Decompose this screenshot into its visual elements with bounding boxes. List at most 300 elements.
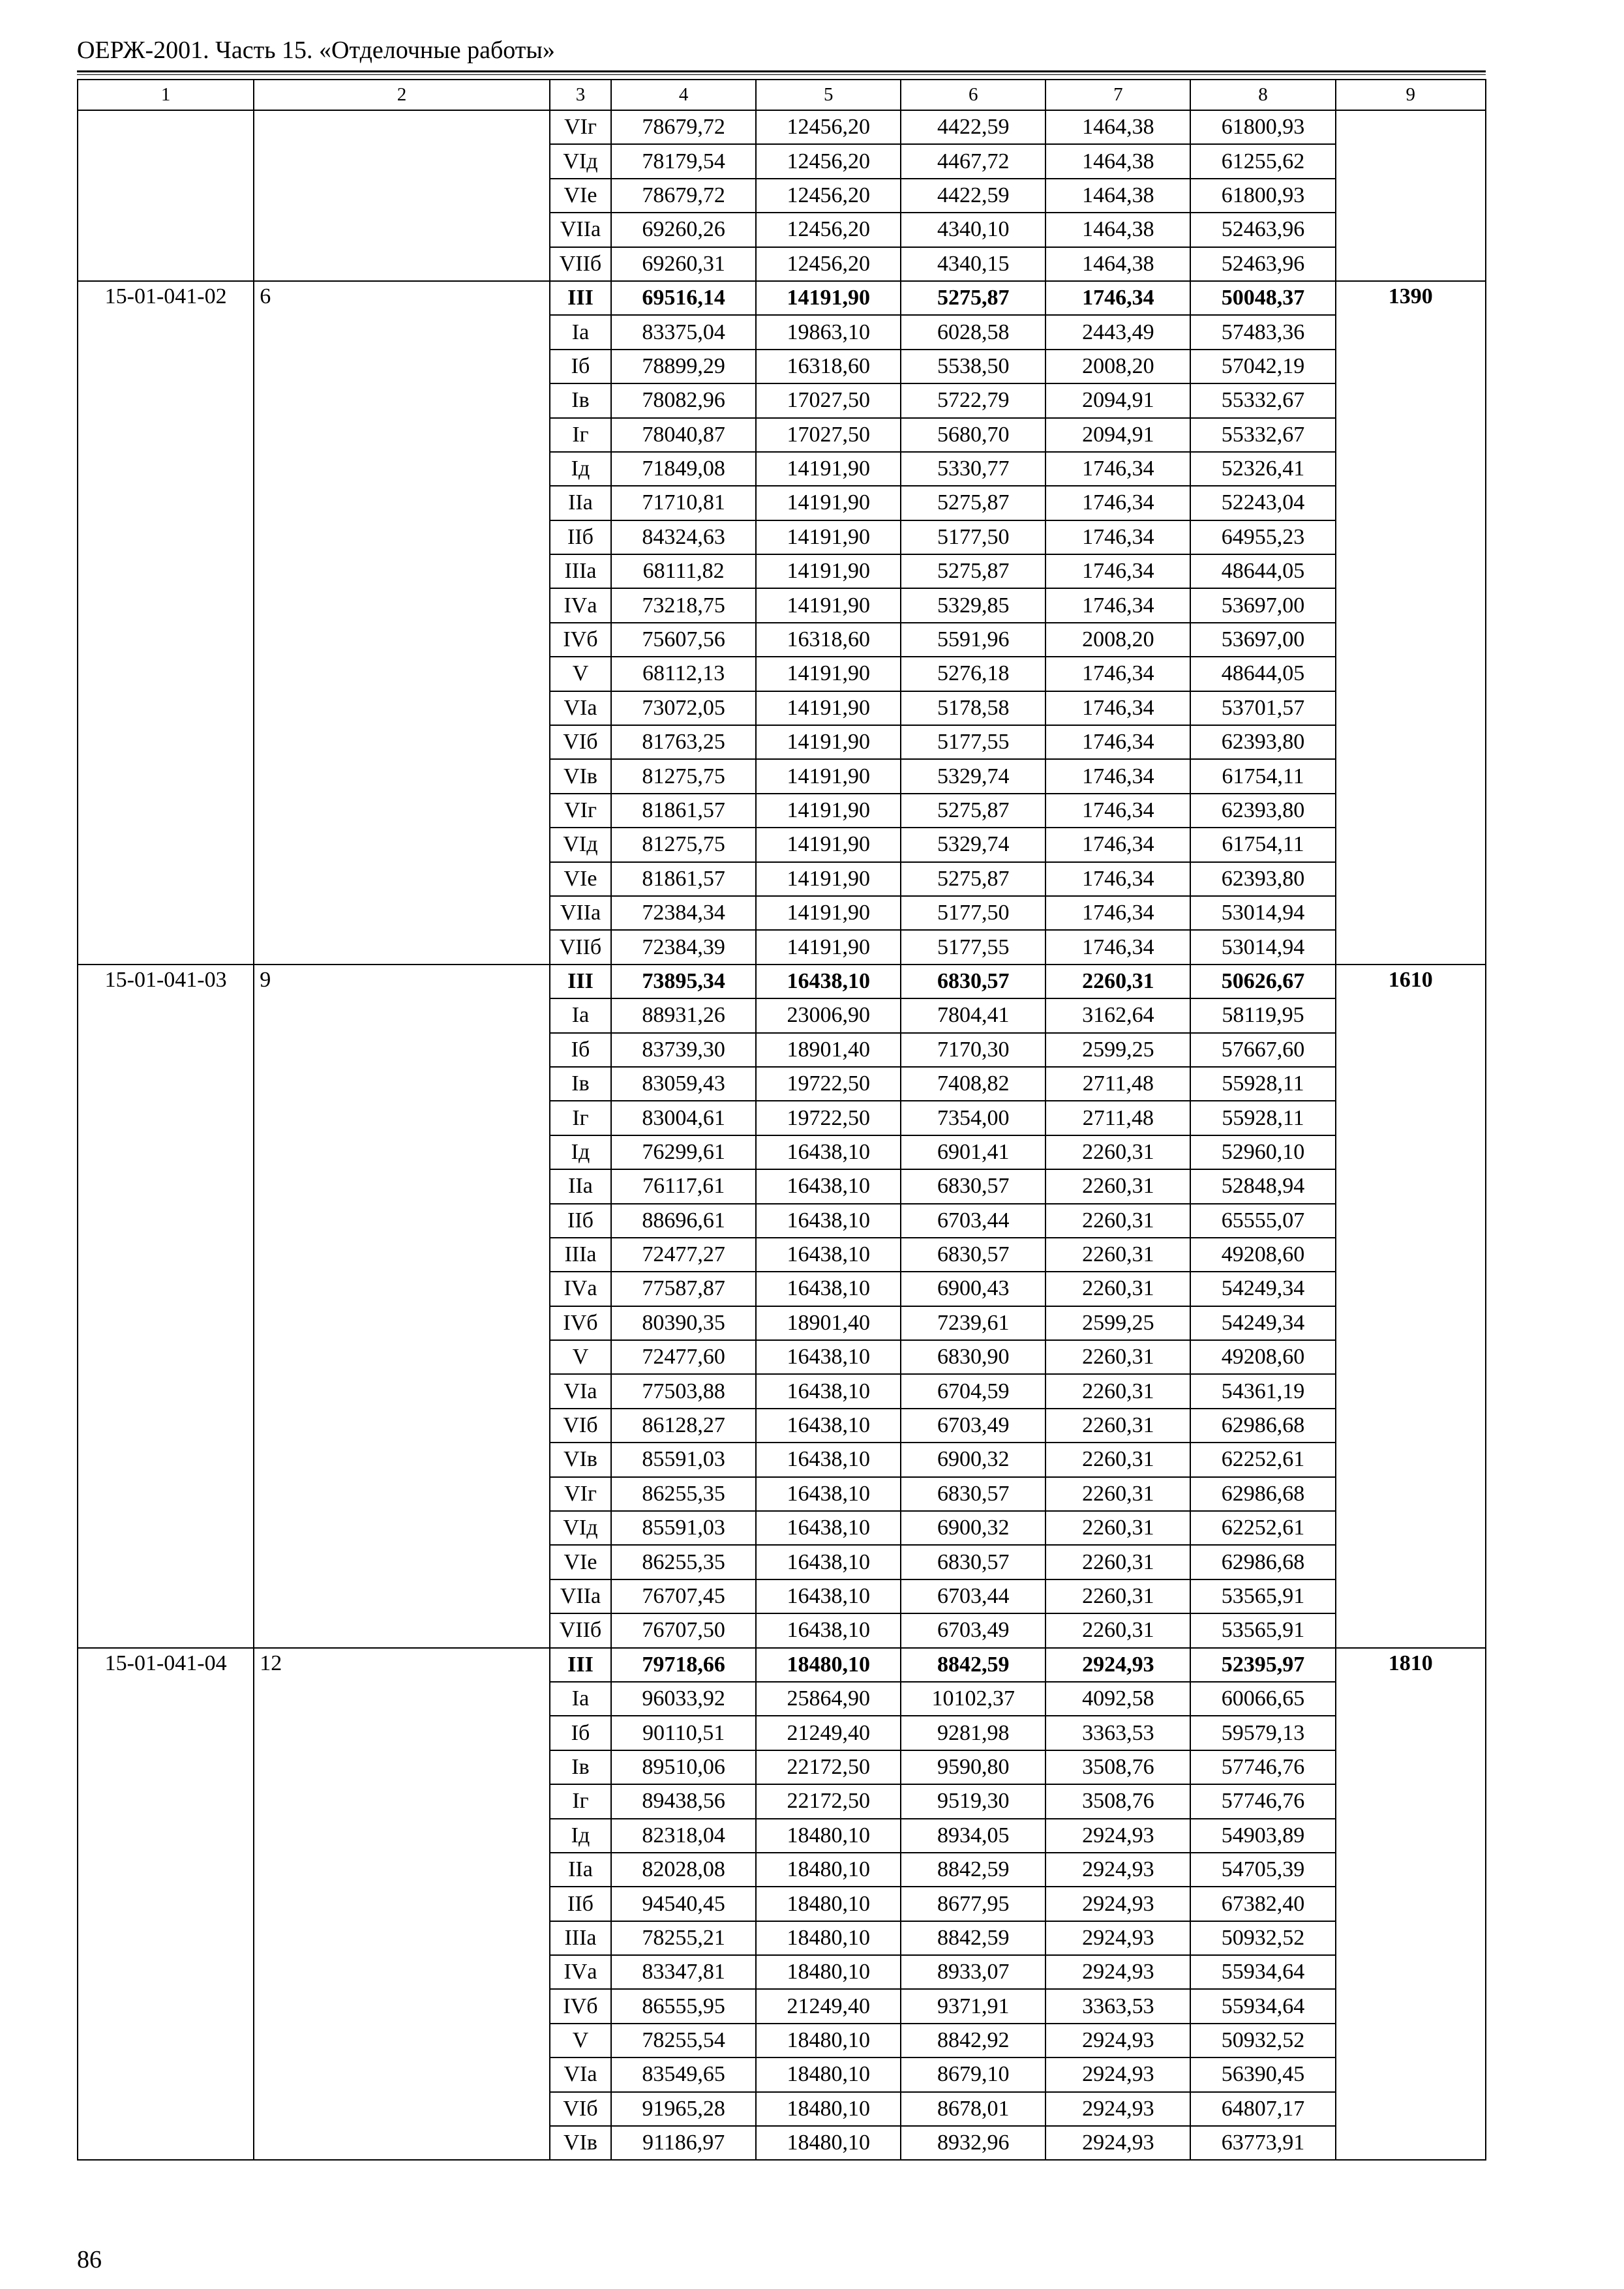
zone-cell: VIIб bbox=[550, 247, 611, 281]
zone-cell: Iа bbox=[550, 315, 611, 349]
value-cell: 49208,60 bbox=[1190, 1238, 1335, 1272]
value-cell: 78255,54 bbox=[611, 2024, 756, 2057]
value-cell: 4340,15 bbox=[901, 247, 1045, 281]
value-cell: 18480,10 bbox=[756, 2057, 901, 2091]
value-cell: 52395,97 bbox=[1190, 1648, 1335, 1682]
zone-cell: IIб bbox=[550, 1887, 611, 1921]
value-cell: 9519,30 bbox=[901, 1784, 1045, 1818]
zone-cell: VIд bbox=[550, 144, 611, 178]
value-cell: 60066,65 bbox=[1190, 1682, 1335, 1716]
value-cell: 8842,92 bbox=[901, 2024, 1045, 2057]
value-cell: 5177,55 bbox=[901, 930, 1045, 964]
zone-cell: VIIа bbox=[550, 213, 611, 247]
value-cell: 57483,36 bbox=[1190, 315, 1335, 349]
value-cell: 16438,10 bbox=[756, 1272, 901, 1306]
value-cell: 17027,50 bbox=[756, 418, 901, 452]
value-cell: 2599,25 bbox=[1045, 1033, 1190, 1067]
value-cell: 2924,93 bbox=[1045, 2126, 1190, 2160]
value-cell: 2260,31 bbox=[1045, 1613, 1190, 1647]
value-cell: 78179,54 bbox=[611, 144, 756, 178]
value-cell: 16438,10 bbox=[756, 1443, 901, 1476]
zone-cell: Iб bbox=[550, 1716, 611, 1750]
value-cell: 72384,34 bbox=[611, 896, 756, 930]
value-cell: 78899,29 bbox=[611, 350, 756, 383]
zone-cell: Iд bbox=[550, 1135, 611, 1169]
value-cell: 18901,40 bbox=[756, 1033, 901, 1067]
rate-code: 15-01-041-04 bbox=[78, 1648, 254, 2161]
value-cell: 72477,27 bbox=[611, 1238, 756, 1272]
value-cell: 8677,95 bbox=[901, 1887, 1045, 1921]
value-cell: 69516,14 bbox=[611, 281, 756, 315]
value-cell: 14191,90 bbox=[756, 554, 901, 588]
zone-cell: IVб bbox=[550, 1306, 611, 1340]
value-cell: 4340,10 bbox=[901, 213, 1045, 247]
value-cell: 68112,13 bbox=[611, 657, 756, 691]
value-cell: 54249,34 bbox=[1190, 1306, 1335, 1340]
value-cell: 16438,10 bbox=[756, 1340, 901, 1374]
zone-cell: VIIб bbox=[550, 930, 611, 964]
value-cell: 6830,90 bbox=[901, 1340, 1045, 1374]
value-cell: 54705,39 bbox=[1190, 1853, 1335, 1887]
value-cell: 2924,93 bbox=[1045, 2024, 1190, 2057]
value-cell: 96033,92 bbox=[611, 1682, 756, 1716]
value-cell: 2924,93 bbox=[1045, 1819, 1190, 1853]
zone-cell: Iд bbox=[550, 1819, 611, 1853]
zone-cell: Iа bbox=[550, 998, 611, 1032]
value-cell: 5178,58 bbox=[901, 691, 1045, 725]
zone-cell: VIв bbox=[550, 2126, 611, 2160]
value-cell: 5329,74 bbox=[901, 828, 1045, 861]
zone-cell: VIа bbox=[550, 1374, 611, 1408]
value-cell: 6830,57 bbox=[901, 1477, 1045, 1511]
value-cell: 52326,41 bbox=[1190, 452, 1335, 486]
value-cell: 7239,61 bbox=[901, 1306, 1045, 1340]
value-cell: 1746,34 bbox=[1045, 691, 1190, 725]
price-table bbox=[77, 79, 1486, 2161]
value-cell: 16438,10 bbox=[756, 1409, 901, 1443]
table-row bbox=[78, 110, 1486, 144]
zone-cell: V bbox=[550, 1340, 611, 1374]
value-cell: 61800,93 bbox=[1190, 179, 1335, 213]
value-cell: 6830,57 bbox=[901, 1238, 1045, 1272]
value-cell: 18480,10 bbox=[756, 2092, 901, 2126]
value-cell: 1746,34 bbox=[1045, 554, 1190, 588]
value-cell: 14191,90 bbox=[756, 828, 901, 861]
zone-cell: IIб bbox=[550, 520, 611, 554]
value-cell: 23006,90 bbox=[756, 998, 901, 1032]
value-cell: 5177,50 bbox=[901, 520, 1045, 554]
zone-cell: VIб bbox=[550, 725, 611, 759]
zone-cell: VIIа bbox=[550, 896, 611, 930]
value-cell: 57667,60 bbox=[1190, 1033, 1335, 1067]
value-cell: 19863,10 bbox=[756, 315, 901, 349]
value-cell: 21249,40 bbox=[756, 1989, 901, 2023]
table-body bbox=[78, 80, 1486, 2160]
value-cell: 14191,90 bbox=[756, 930, 901, 964]
value-cell: 2924,93 bbox=[1045, 2092, 1190, 2126]
value-cell: 53014,94 bbox=[1190, 930, 1335, 964]
value-cell: 6830,57 bbox=[901, 1169, 1045, 1203]
value-cell: 57042,19 bbox=[1190, 350, 1335, 383]
value-cell: 49208,60 bbox=[1190, 1340, 1335, 1374]
value-cell: 59579,13 bbox=[1190, 1716, 1335, 1750]
value-cell: 18901,40 bbox=[756, 1306, 901, 1340]
value-cell: 9590,80 bbox=[901, 1750, 1045, 1784]
value-cell: 5275,87 bbox=[901, 554, 1045, 588]
value-cell: 62986,68 bbox=[1190, 1409, 1335, 1443]
value-cell: 71710,81 bbox=[611, 486, 756, 520]
value-cell: 16438,10 bbox=[756, 1613, 901, 1647]
value-cell: 6703,44 bbox=[901, 1579, 1045, 1613]
value-cell: 2924,93 bbox=[1045, 1887, 1190, 1921]
labor-cost bbox=[1336, 110, 1486, 281]
value-cell: 68111,82 bbox=[611, 554, 756, 588]
zone-cell: Iа bbox=[550, 1682, 611, 1716]
zone-cell: III bbox=[550, 1648, 611, 1682]
value-cell: 2008,20 bbox=[1045, 350, 1190, 383]
value-cell: 9281,98 bbox=[901, 1716, 1045, 1750]
value-cell: 89438,56 bbox=[611, 1784, 756, 1818]
value-cell: 3162,64 bbox=[1045, 998, 1190, 1032]
zone-cell: IVа bbox=[550, 1955, 611, 1989]
value-cell: 18480,10 bbox=[756, 1887, 901, 1921]
value-cell: 82028,08 bbox=[611, 1853, 756, 1887]
zone-cell: VIг bbox=[550, 794, 611, 828]
value-cell: 81763,25 bbox=[611, 725, 756, 759]
value-cell: 8678,01 bbox=[901, 2092, 1045, 2126]
value-cell: 91186,97 bbox=[611, 2126, 756, 2160]
zone-cell: IVб bbox=[550, 1989, 611, 2023]
value-cell: 2260,31 bbox=[1045, 1238, 1190, 1272]
value-cell: 1746,34 bbox=[1045, 828, 1190, 861]
value-cell: 8842,59 bbox=[901, 1853, 1045, 1887]
value-cell: 14191,90 bbox=[756, 691, 901, 725]
value-cell: 64807,17 bbox=[1190, 2092, 1335, 2126]
value-cell: 1746,34 bbox=[1045, 725, 1190, 759]
value-cell: 10102,37 bbox=[901, 1682, 1045, 1716]
value-cell: 57746,76 bbox=[1190, 1784, 1335, 1818]
value-cell: 1464,38 bbox=[1045, 110, 1190, 144]
value-cell: 5329,74 bbox=[901, 759, 1045, 793]
value-cell: 55928,11 bbox=[1190, 1101, 1335, 1135]
value-cell: 14191,90 bbox=[756, 759, 901, 793]
value-cell: 8842,59 bbox=[901, 1648, 1045, 1682]
value-cell: 1746,34 bbox=[1045, 930, 1190, 964]
value-cell: 4422,59 bbox=[901, 110, 1045, 144]
value-cell: 61754,11 bbox=[1190, 828, 1335, 861]
value-cell: 80390,35 bbox=[611, 1306, 756, 1340]
value-cell: 21249,40 bbox=[756, 1716, 901, 1750]
value-cell: 6830,57 bbox=[901, 965, 1045, 998]
value-cell: 4467,72 bbox=[901, 144, 1045, 178]
value-cell: 76707,50 bbox=[611, 1613, 756, 1647]
value-cell: 79718,66 bbox=[611, 1648, 756, 1682]
zone-cell: VIг bbox=[550, 1477, 611, 1511]
value-cell: 2260,31 bbox=[1045, 1545, 1190, 1579]
value-cell: 18480,10 bbox=[756, 1921, 901, 1955]
value-cell: 53565,91 bbox=[1190, 1579, 1335, 1613]
value-cell: 16438,10 bbox=[756, 1579, 901, 1613]
value-cell: 94540,45 bbox=[611, 1887, 756, 1921]
table-row bbox=[78, 965, 1486, 998]
value-cell: 86255,35 bbox=[611, 1477, 756, 1511]
value-cell: 56390,45 bbox=[1190, 2057, 1335, 2091]
value-cell: 14191,90 bbox=[756, 588, 901, 622]
value-cell: 12456,20 bbox=[756, 144, 901, 178]
value-cell: 8933,07 bbox=[901, 1955, 1045, 1989]
value-cell: 54361,19 bbox=[1190, 1374, 1335, 1408]
value-cell: 81275,75 bbox=[611, 759, 756, 793]
value-cell: 18480,10 bbox=[756, 1853, 901, 1887]
column-number: 8 bbox=[1190, 80, 1335, 110]
value-cell: 55934,64 bbox=[1190, 1989, 1335, 2023]
value-cell: 72384,39 bbox=[611, 930, 756, 964]
zone-cell: IVа bbox=[550, 1272, 611, 1306]
value-cell: 53697,00 bbox=[1190, 588, 1335, 622]
zone-cell: VIа bbox=[550, 691, 611, 725]
value-cell: 5329,85 bbox=[901, 588, 1045, 622]
value-cell: 1464,38 bbox=[1045, 247, 1190, 281]
value-cell: 1464,38 bbox=[1045, 179, 1190, 213]
value-cell: 78082,96 bbox=[611, 383, 756, 417]
value-cell: 55332,67 bbox=[1190, 418, 1335, 452]
value-cell: 52463,96 bbox=[1190, 247, 1335, 281]
value-cell: 1746,34 bbox=[1045, 588, 1190, 622]
value-cell: 50932,52 bbox=[1190, 1921, 1335, 1955]
zone-cell: III bbox=[550, 281, 611, 315]
zone-cell: Iв bbox=[550, 383, 611, 417]
value-cell: 9371,91 bbox=[901, 1989, 1045, 2023]
zone-cell: VIе bbox=[550, 1545, 611, 1579]
value-cell: 25864,90 bbox=[756, 1682, 901, 1716]
zone-cell: IIа bbox=[550, 486, 611, 520]
value-cell: 1464,38 bbox=[1045, 144, 1190, 178]
value-cell: 62252,61 bbox=[1190, 1511, 1335, 1545]
value-cell: 14191,90 bbox=[756, 862, 901, 896]
rate-unit: 12 bbox=[254, 1648, 550, 2161]
rate-unit: 6 bbox=[254, 281, 550, 965]
value-cell: 14191,90 bbox=[756, 794, 901, 828]
value-cell: 16438,10 bbox=[756, 1169, 901, 1203]
rate-unit bbox=[254, 110, 550, 281]
zone-cell: IIа bbox=[550, 1853, 611, 1887]
zone-cell: V bbox=[550, 2024, 611, 2057]
value-cell: 14191,90 bbox=[756, 520, 901, 554]
value-cell: 2924,93 bbox=[1045, 2057, 1190, 2091]
value-cell: 18480,10 bbox=[756, 1955, 901, 1989]
value-cell: 16438,10 bbox=[756, 1511, 901, 1545]
value-cell: 48644,05 bbox=[1190, 554, 1335, 588]
value-cell: 2094,91 bbox=[1045, 418, 1190, 452]
value-cell: 64955,23 bbox=[1190, 520, 1335, 554]
value-cell: 62393,80 bbox=[1190, 794, 1335, 828]
value-cell: 16438,10 bbox=[756, 1477, 901, 1511]
zone-cell: VIб bbox=[550, 2092, 611, 2126]
value-cell: 58119,95 bbox=[1190, 998, 1335, 1032]
value-cell: 50626,67 bbox=[1190, 965, 1335, 998]
value-cell: 53014,94 bbox=[1190, 896, 1335, 930]
value-cell: 83375,04 bbox=[611, 315, 756, 349]
value-cell: 14191,90 bbox=[756, 452, 901, 486]
value-cell: 16318,60 bbox=[756, 350, 901, 383]
zone-cell: IIа bbox=[550, 1169, 611, 1203]
value-cell: 4422,59 bbox=[901, 179, 1045, 213]
value-cell: 65555,07 bbox=[1190, 1204, 1335, 1238]
value-cell: 6703,49 bbox=[901, 1613, 1045, 1647]
value-cell: 1746,34 bbox=[1045, 486, 1190, 520]
value-cell: 2260,31 bbox=[1045, 965, 1190, 998]
value-cell: 16438,10 bbox=[756, 1204, 901, 1238]
zone-cell: IIIа bbox=[550, 1238, 611, 1272]
value-cell: 5680,70 bbox=[901, 418, 1045, 452]
column-number: 7 bbox=[1045, 80, 1190, 110]
value-cell: 50048,37 bbox=[1190, 281, 1335, 315]
value-cell: 75607,56 bbox=[611, 623, 756, 657]
value-cell: 2260,31 bbox=[1045, 1340, 1190, 1374]
value-cell: 78040,87 bbox=[611, 418, 756, 452]
value-cell: 83549,65 bbox=[611, 2057, 756, 2091]
column-number: 3 bbox=[550, 80, 611, 110]
table-row bbox=[78, 1648, 1486, 1682]
rate-code: 15-01-041-03 bbox=[78, 965, 254, 1648]
value-cell: 7408,82 bbox=[901, 1067, 1045, 1101]
value-cell: 81861,57 bbox=[611, 862, 756, 896]
value-cell: 76117,61 bbox=[611, 1169, 756, 1203]
page-header: ОЕРЖ-2001. Часть 15. «Отделочные работы» bbox=[77, 37, 555, 64]
value-cell: 55332,67 bbox=[1190, 383, 1335, 417]
value-cell: 52960,10 bbox=[1190, 1135, 1335, 1169]
value-cell: 52463,96 bbox=[1190, 213, 1335, 247]
value-cell: 55928,11 bbox=[1190, 1067, 1335, 1101]
value-cell: 6703,44 bbox=[901, 1204, 1045, 1238]
value-cell: 6703,49 bbox=[901, 1409, 1045, 1443]
value-cell: 61800,93 bbox=[1190, 110, 1335, 144]
rate-code bbox=[78, 110, 254, 281]
value-cell: 78679,72 bbox=[611, 110, 756, 144]
value-cell: 6028,58 bbox=[901, 315, 1045, 349]
value-cell: 2008,20 bbox=[1045, 623, 1190, 657]
value-cell: 6704,59 bbox=[901, 1374, 1045, 1408]
value-cell: 57746,76 bbox=[1190, 1750, 1335, 1784]
value-cell: 12456,20 bbox=[756, 247, 901, 281]
zone-cell: IVа bbox=[550, 588, 611, 622]
zone-cell: Iб bbox=[550, 1033, 611, 1067]
value-cell: 5275,87 bbox=[901, 281, 1045, 315]
value-cell: 73895,34 bbox=[611, 965, 756, 998]
value-cell: 67382,40 bbox=[1190, 1887, 1335, 1921]
value-cell: 77587,87 bbox=[611, 1272, 756, 1306]
value-cell: 19722,50 bbox=[756, 1101, 901, 1135]
value-cell: 1746,34 bbox=[1045, 896, 1190, 930]
zone-cell: VIа bbox=[550, 2057, 611, 2091]
value-cell: 8932,96 bbox=[901, 2126, 1045, 2160]
value-cell: 89510,06 bbox=[611, 1750, 756, 1784]
column-number: 1 bbox=[78, 80, 254, 110]
value-cell: 77503,88 bbox=[611, 1374, 756, 1408]
value-cell: 7354,00 bbox=[901, 1101, 1045, 1135]
column-number: 6 bbox=[901, 80, 1045, 110]
value-cell: 16438,10 bbox=[756, 965, 901, 998]
value-cell: 83059,43 bbox=[611, 1067, 756, 1101]
value-cell: 2260,31 bbox=[1045, 1477, 1190, 1511]
value-cell: 55934,64 bbox=[1190, 1955, 1335, 1989]
value-cell: 1464,38 bbox=[1045, 213, 1190, 247]
value-cell: 2711,48 bbox=[1045, 1101, 1190, 1135]
value-cell: 1746,34 bbox=[1045, 452, 1190, 486]
value-cell: 72477,60 bbox=[611, 1340, 756, 1374]
value-cell: 2443,49 bbox=[1045, 315, 1190, 349]
value-cell: 62393,80 bbox=[1190, 725, 1335, 759]
value-cell: 14191,90 bbox=[756, 486, 901, 520]
value-cell: 5275,87 bbox=[901, 486, 1045, 520]
value-cell: 86255,35 bbox=[611, 1545, 756, 1579]
value-cell: 1746,34 bbox=[1045, 520, 1190, 554]
zone-cell: VIв bbox=[550, 759, 611, 793]
table-row bbox=[78, 281, 1486, 315]
value-cell: 76299,61 bbox=[611, 1135, 756, 1169]
zone-cell: IVб bbox=[550, 623, 611, 657]
value-cell: 61255,62 bbox=[1190, 144, 1335, 178]
value-cell: 5330,77 bbox=[901, 452, 1045, 486]
value-cell: 5275,87 bbox=[901, 794, 1045, 828]
value-cell: 6830,57 bbox=[901, 1545, 1045, 1579]
value-cell: 78679,72 bbox=[611, 179, 756, 213]
value-cell: 5177,50 bbox=[901, 896, 1045, 930]
value-cell: 62252,61 bbox=[1190, 1443, 1335, 1476]
value-cell: 3508,76 bbox=[1045, 1784, 1190, 1818]
value-cell: 14191,90 bbox=[756, 657, 901, 691]
value-cell: 78255,21 bbox=[611, 1921, 756, 1955]
value-cell: 83347,81 bbox=[611, 1955, 756, 1989]
value-cell: 2599,25 bbox=[1045, 1306, 1190, 1340]
value-cell: 6900,32 bbox=[901, 1443, 1045, 1476]
value-cell: 48644,05 bbox=[1190, 657, 1335, 691]
value-cell: 3363,53 bbox=[1045, 1989, 1190, 2023]
value-cell: 53697,00 bbox=[1190, 623, 1335, 657]
value-cell: 85591,03 bbox=[611, 1511, 756, 1545]
value-cell: 1746,34 bbox=[1045, 862, 1190, 896]
zone-cell: Iв bbox=[550, 1750, 611, 1784]
value-cell: 8934,05 bbox=[901, 1819, 1045, 1853]
value-cell: 82318,04 bbox=[611, 1819, 756, 1853]
value-cell: 8679,10 bbox=[901, 2057, 1045, 2091]
value-cell: 69260,31 bbox=[611, 247, 756, 281]
column-number: 9 bbox=[1336, 80, 1486, 110]
zone-cell: Iв bbox=[550, 1067, 611, 1101]
zone-cell: IIIа bbox=[550, 554, 611, 588]
value-cell: 2924,93 bbox=[1045, 1921, 1190, 1955]
zone-cell: Iд bbox=[550, 452, 611, 486]
zone-cell: V bbox=[550, 657, 611, 691]
value-cell: 2260,31 bbox=[1045, 1169, 1190, 1203]
page-number: 86 bbox=[77, 2246, 102, 2273]
value-cell: 6900,43 bbox=[901, 1272, 1045, 1306]
value-cell: 6900,32 bbox=[901, 1511, 1045, 1545]
value-cell: 71849,08 bbox=[611, 452, 756, 486]
header-rule-thin bbox=[77, 74, 1486, 75]
value-cell: 7170,30 bbox=[901, 1033, 1045, 1067]
value-cell: 12456,20 bbox=[756, 110, 901, 144]
value-cell: 5591,96 bbox=[901, 623, 1045, 657]
value-cell: 22172,50 bbox=[756, 1784, 901, 1818]
value-cell: 1746,34 bbox=[1045, 281, 1190, 315]
value-cell: 1746,34 bbox=[1045, 759, 1190, 793]
value-cell: 5538,50 bbox=[901, 350, 1045, 383]
value-cell: 2260,31 bbox=[1045, 1204, 1190, 1238]
value-cell: 62986,68 bbox=[1190, 1545, 1335, 1579]
value-cell: 2260,31 bbox=[1045, 1272, 1190, 1306]
zone-cell: Iг bbox=[550, 418, 611, 452]
